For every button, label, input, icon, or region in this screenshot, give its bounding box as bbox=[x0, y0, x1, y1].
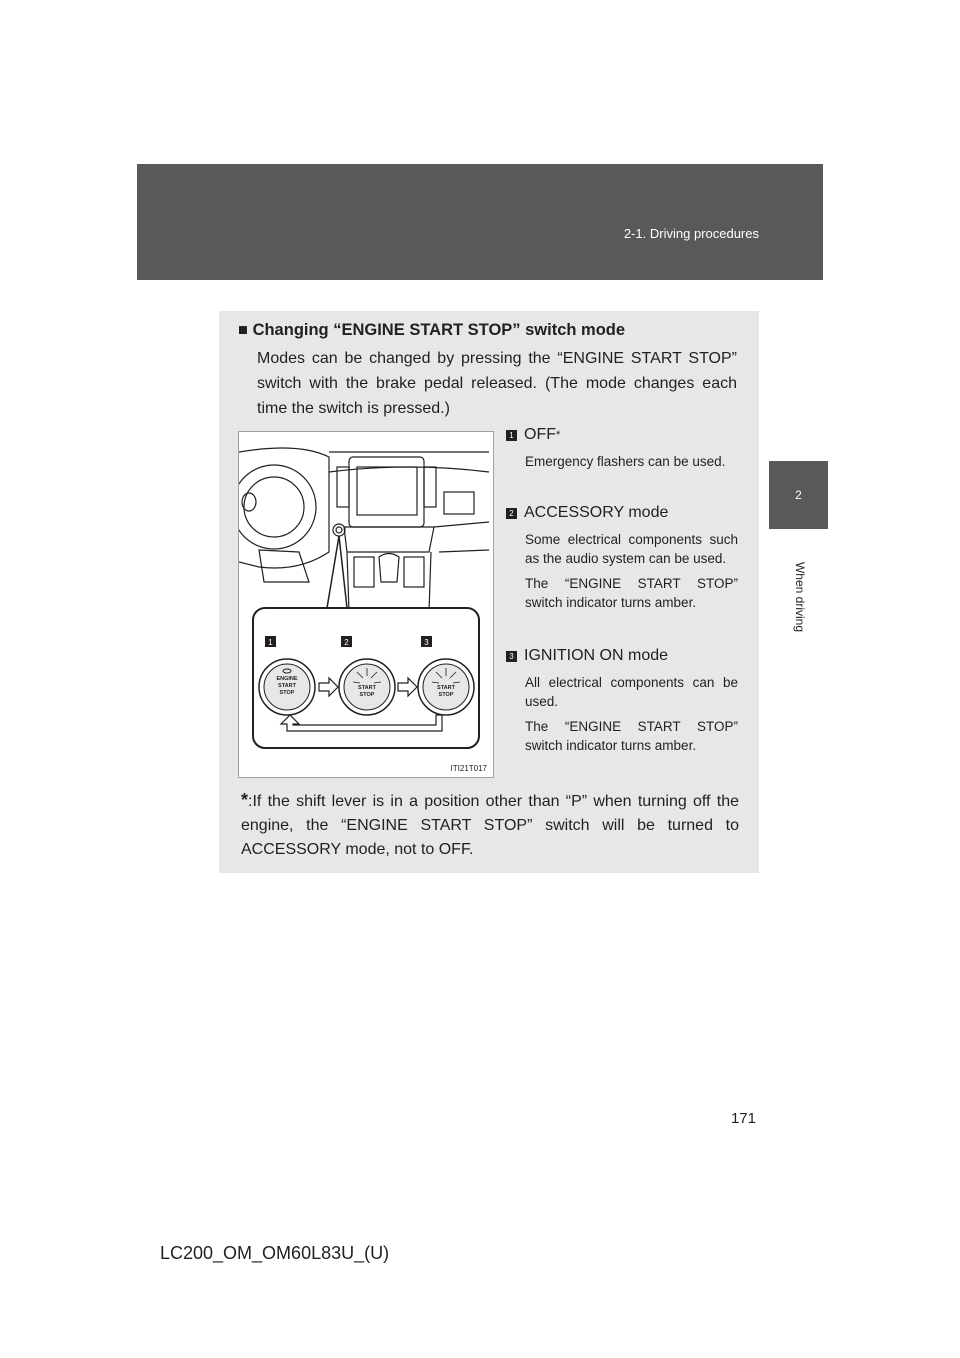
button-3-line-1: START bbox=[437, 685, 455, 691]
button-3-line-2: STOP bbox=[438, 692, 454, 698]
footnote-text: :If the shift lever is in a position other than “P” when turning off the engine, the “ENGINE START STOP” switch will be turned to ACCESSORY mode, not to OFF. bbox=[241, 793, 739, 858]
document-code: LC200_OM_OM60L83U_(U) bbox=[160, 1243, 390, 1263]
start-button-ignition bbox=[418, 659, 474, 715]
step-number-2: 2 bbox=[344, 638, 349, 647]
footnote-marker: * bbox=[241, 790, 249, 810]
mode-title: 1 OFF * bbox=[506, 426, 738, 444]
panel-heading bbox=[238, 321, 625, 340]
page-number: 171 bbox=[730, 1110, 756, 1127]
dashboard-illustration bbox=[239, 432, 493, 777]
chapter-tab[interactable] bbox=[769, 461, 828, 529]
step-number-3: 3 bbox=[424, 638, 429, 647]
mode-number: 1 bbox=[506, 430, 517, 441]
chapter-number: 2 bbox=[795, 488, 802, 502]
mode-item-accessory bbox=[506, 504, 738, 612]
mode-name: IGNITION ON mode bbox=[524, 647, 669, 664]
mode-note: The “ENGINE START STOP” switch indicator turns amber. bbox=[525, 719, 738, 753]
mode-item-ignition bbox=[506, 647, 738, 755]
mode-item-off bbox=[506, 426, 738, 471]
mode-title bbox=[506, 504, 738, 522]
mode-title bbox=[506, 647, 738, 665]
mode-name: OFF bbox=[524, 426, 556, 443]
button-2-line-1: START bbox=[358, 685, 376, 691]
button-2-line-2: STOP bbox=[359, 692, 375, 698]
figure-code: ITI21T017 bbox=[450, 764, 487, 773]
mode-description: Some electrical components such as the audio system can be used. bbox=[525, 532, 738, 566]
mode-number: 2 bbox=[506, 508, 517, 519]
chapter-label: When driving bbox=[793, 561, 807, 633]
footnote bbox=[241, 788, 739, 862]
switch-mode-figure bbox=[238, 431, 494, 778]
info-panel bbox=[219, 311, 759, 873]
mode-name: ACCESSORY mode bbox=[524, 504, 669, 521]
mode-number: 3 bbox=[506, 651, 517, 662]
button-1-line-1: ENGINE bbox=[276, 676, 298, 682]
section-title: 2-1. Driving procedures bbox=[623, 226, 759, 241]
start-button-accessory bbox=[339, 659, 395, 715]
step-number-1: 1 bbox=[268, 638, 273, 647]
button-1-line-2: START bbox=[278, 683, 296, 689]
mode-note: The “ENGINE START STOP” switch indicator turns amber. bbox=[525, 576, 738, 610]
start-button-off bbox=[259, 659, 315, 715]
button-1-line-3: STOP bbox=[279, 690, 295, 696]
header-band bbox=[137, 164, 823, 280]
mode-description: Emergency flashers can be used. bbox=[525, 454, 726, 469]
heading-marker: ■ bbox=[238, 321, 248, 339]
mode-description: All electrical components can be used. bbox=[525, 675, 738, 709]
intro-paragraph: Modes can be changed by pressing the “ENGINE START STOP” switch with the brake pedal released. (The mode changes each time the switch is pressed.) bbox=[257, 350, 737, 417]
heading-text: Changing “ENGINE START STOP” switch mode bbox=[252, 321, 626, 339]
